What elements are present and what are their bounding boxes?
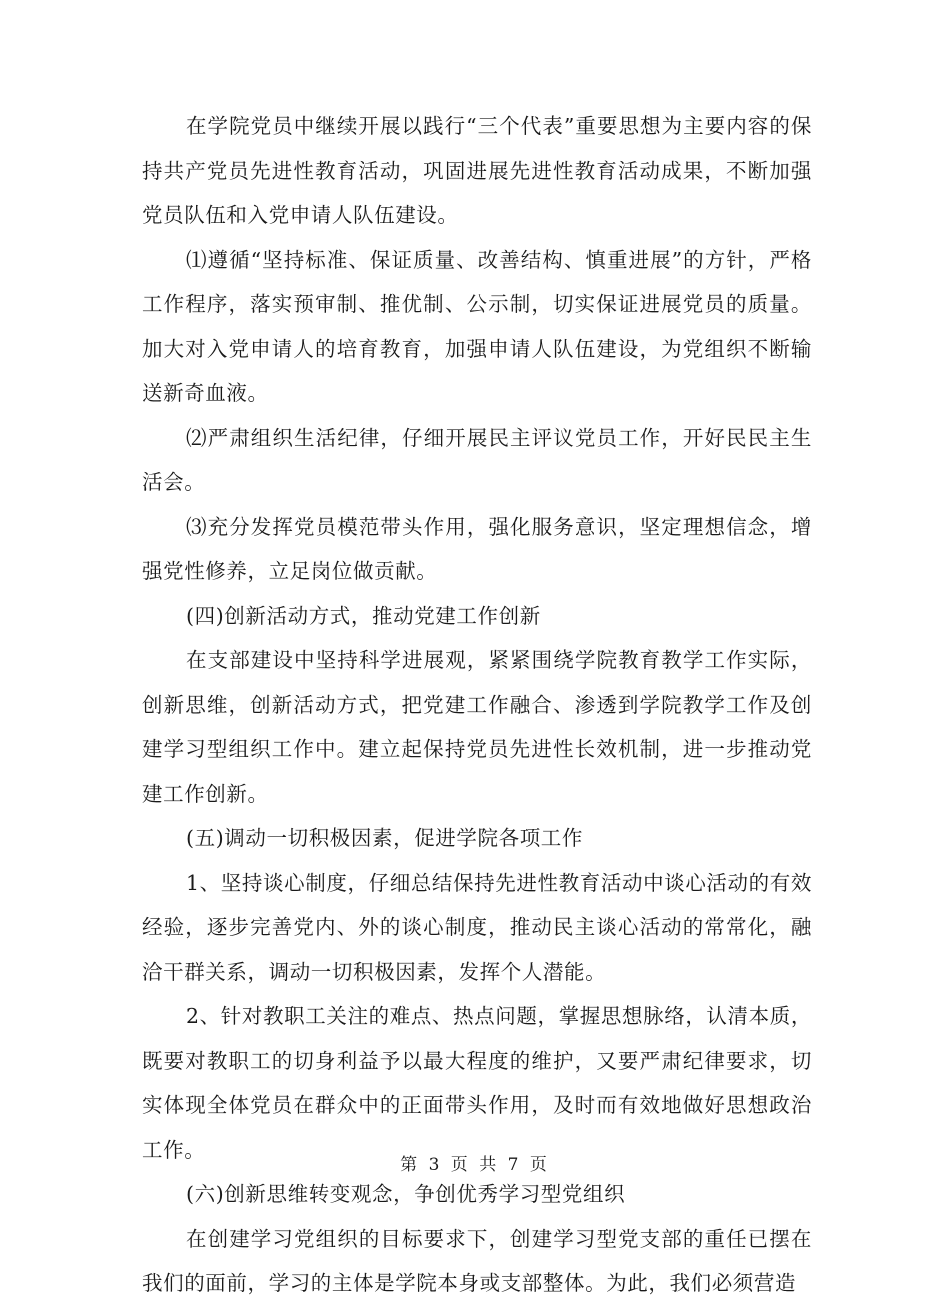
section-heading: (六)创新思维转变观念，争创优秀学习型党组织 [186,1182,626,1206]
paragraph: ⑵严肃组织生活纪律，仔细开展民主评议党员工作，开好民民主生活会。 [142,425,812,494]
paragraph: 在支部建设中坚持科学进展观，紧紧围绕学院教育教学工作实际，创新思维，创新活动方式，把党建工作融合、渗透到学院教学工作及创建学习型组织工作中。建立起保持党员先进性长效机制，进一步推动党建工作创新。 [142,648,812,806]
paragraph: ⑴遵循“坚持标准、保证质量、改善结构、慎重进展”的方针，严格工作程序，落实预审制、推优制、公示制，切实保证进展党员的质量。加大对入党申请人的培育教育，加强申请人队伍建设，为党组织不断输送新奇血液。 [142,247,812,405]
page-number-footer: 第 3 页 共 7 页 [400,1155,550,1175]
paragraph: 1、坚持谈心制度，仔细总结保持先进性教育活动中谈心活动的有效经验，逐步完善党内、外的谈心制度，推动民主谈心活动的常常化，融洽干群关系，调动一切积极因素，发挥个人潜能。 [142,870,812,984]
paragraph: 在创建学习党组织的目标要求下，创建学习型党支部的重任已摆在我们的面前，学习的主体是学院本身或支部整体。为此，我们必须营造 [142,1226,812,1295]
section-heading: (四)创新活动方式，推动党建工作创新 [186,603,541,628]
section-heading: (五)调动一切积极因素，促进学院各项工作 [186,826,583,850]
paragraph: ⑶充分发挥党员模范带头作用，强化服务意识，坚定理想信念，增强党性修养，立足岗位做贡献。 [142,514,812,583]
paragraph: 2、针对教职工关注的难点、热点问题，掌握思想脉络，认清本质，既要对教职工的切身利益予以最大程度的维护，又要严肃纪律要求，切实体现全体党员在群众中的正面带头作用，及时而有效地做好思想政治工作。 [142,1004,812,1162]
document-body [142,104,812,1306]
paragraph: 在学院党员中继续开展以践行“三个代表”重要思想为主要内容的保持共产党员先进性教育活动，巩固进展先进性教育活动成果，不断加强党员队伍和入党申请人队伍建设。 [142,114,812,227]
